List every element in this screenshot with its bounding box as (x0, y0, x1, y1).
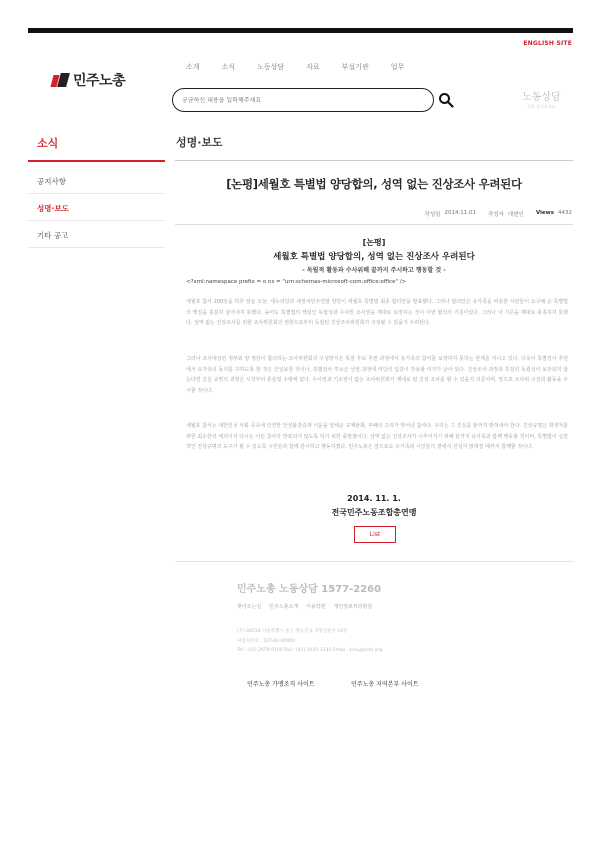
footer-business-number: 사업자번호 : 107-82-00000 (237, 639, 295, 644)
sidebar-divider (28, 160, 165, 162)
footer-link-privacy[interactable]: 개인정보처리방침 (333, 604, 373, 610)
meta-divider (175, 224, 573, 225)
meta-date-label: 작성일 (424, 212, 441, 218)
meta-author: 대변인 (507, 212, 524, 218)
nav-item-resources[interactable]: 자료 (306, 63, 320, 71)
meta-views: 4432 (558, 210, 572, 216)
search-box (172, 88, 434, 112)
body-heading-subtitle: - 독립적 활동과 수사위해 끝까지 주시하고 행동할 것 - (302, 267, 446, 274)
release-date: 2014. 11. 1. (347, 494, 401, 503)
sidebar-separator (28, 193, 165, 194)
sidebar-title: 소식 (37, 137, 59, 150)
footer-site-affiliates[interactable]: 민주노총 가맹조직 사이트 (247, 681, 315, 688)
main-nav (186, 62, 426, 72)
logo-text: 민주노총 (73, 73, 126, 89)
sidebar-item-statements[interactable]: 성명·보도 (37, 204, 69, 213)
release-org: 전국민주노동조합총연맹 (331, 508, 417, 517)
consult-title: 노동상담 (522, 92, 561, 103)
footer-address: (우) 04518 서울특별시 중구 정동길 3 경향신문사 14층 (237, 629, 348, 634)
sidebar-separator (28, 220, 165, 221)
search-icon[interactable] (438, 92, 454, 108)
nav-item-news[interactable]: 소식 (221, 63, 236, 71)
body-paragraph: 세월호 참사는 대한민국 사회 곳곳에 만연한 안전불감증과 이윤을 앞세운 규제완화, 부패의 고리가 빚어낸 참사다. 우리는 그 진실을 끝까지 밝혀내야 한다. 진상규명은 희생자를 위한 최소한의 예의이자 다시는 이런 참사가 반복되지 않도록 하기 위한 출발점이다. 성역 없는 진상조사가 이루어지기 위해 끝까지 유가족과 함께 행동할 것이며, 특별법이 실질적인 진상규명의 도구가 될 수 있도록 시민들과 함께 감시하고 행동하겠다. 민주노총은 앞으로도 유가족과 시민들의 곁에서 진실이 밝혀질 때까지 함께할 것이다. (186, 423, 568, 450)
consult-subtitle: 전화 클릭하세요 (527, 104, 556, 109)
article-title: [논평]세월호 특별법 양당합의, 성역 없는 진상조사 우려된다 (226, 177, 522, 191)
english-site-link[interactable]: ENGLISH SITE (523, 40, 572, 47)
nav-item-consult[interactable]: 노동상담 (257, 63, 285, 71)
kctu-logo-icon (52, 73, 70, 87)
article-meta (425, 210, 573, 218)
body-heading-title: 세월호 특별법 양당합의, 성역 없는 진상조사 우려된다 (273, 252, 475, 262)
footer-links (237, 603, 380, 610)
footer-contact: Tel : (02) 2670-9100 Fax : (02) 2635-1134 Email : kctu@kctu.org (237, 648, 383, 653)
nav-item-affiliates[interactable]: 부설기관 (341, 63, 369, 71)
footer-link-terms[interactable]: 이용약관 (306, 604, 326, 610)
footer-link-about[interactable]: 민주노총소개 (269, 604, 299, 610)
sidebar-separator (28, 247, 165, 248)
title-divider (175, 160, 573, 161)
meta-date: 2014.11.01 (444, 210, 476, 216)
nav-item-about[interactable]: 소개 (186, 63, 200, 71)
nav-item-work[interactable]: 업무 (390, 63, 405, 71)
sidebar-item-notices[interactable]: 공지사항 (37, 177, 66, 186)
meta-author-label: 작성자 (487, 212, 504, 218)
search-input[interactable] (182, 97, 412, 104)
body-paragraph: 그러나 조사대상인 정부와 양 정당이 합의하는 조사위원회의 구성방식은 특검 후보 추천 과정에서 유가족의 참여를 보장하지 못하는 한계를 지니고 있다. 더욱이 특별검사 추천에서 유가족의 동의를 구하도록 한 것은 진일보한 것이나, 특별검사 후보군 선정 과정에 여당의 입김이 작용할 여지가 남아 있다. 진상조사 과정과 특검의 독립성이 보장되지 않는다면 진실 규명의 과정은 시작부터 흔들릴 수밖에 없다. 수사권과 기소권이 없는 조사위원회가 제대로 된 진상 조사를 할 수 있을지 의문이며, 앞으로 조사위 구성과 활동을 주시할 것이다. (186, 356, 568, 394)
consult-link[interactable] (522, 88, 561, 110)
meta-views-label: Views (535, 210, 554, 216)
site-logo[interactable] (52, 70, 125, 90)
footer-link-directions[interactable]: 찾아오는길 (237, 604, 262, 610)
page-title: 성명·보도 (176, 136, 223, 149)
footer-consult-title: 민주노총 노동상담 1577-2260 (237, 584, 382, 595)
body-paragraph: 세월호 참사 200일을 하루 앞둔 오늘, 새누리당과 새정치민주연합 양당이 세월호 특별법 최종 합의안을 발표했다. 그러나 합의안은 유가족을 비롯한 시민들이 요구해 온 특별법의 핵심을 충분히 담아내지 못했다. 늦어도 특별법의 핵심인 독립성과 수사권 조사권을 제대로 보장하는 것이 이번 합의의 기준이었다. 그러나 이 기준을 제대로 충족하지 못했다. 성역 없는 진상조사를 위한 조사위원회의 권한으로부터 독립된 진상조사위원회가 구성될 수 있을지 우려된다. (186, 299, 568, 326)
top-bar (28, 28, 573, 33)
sidebar-item-other-notices[interactable]: 기타 공고 (37, 231, 69, 240)
body-heading-label: [논평] (362, 238, 386, 247)
list-button[interactable]: List (354, 526, 396, 543)
xml-namespace-line: <?xml:namespace prefix = o ns = "urn:schemas-microsoft-com:office:office" /> (186, 279, 407, 285)
footer-site-regional[interactable]: 민주노총 지역본부 사이트 (351, 681, 419, 688)
content-divider (175, 561, 573, 562)
